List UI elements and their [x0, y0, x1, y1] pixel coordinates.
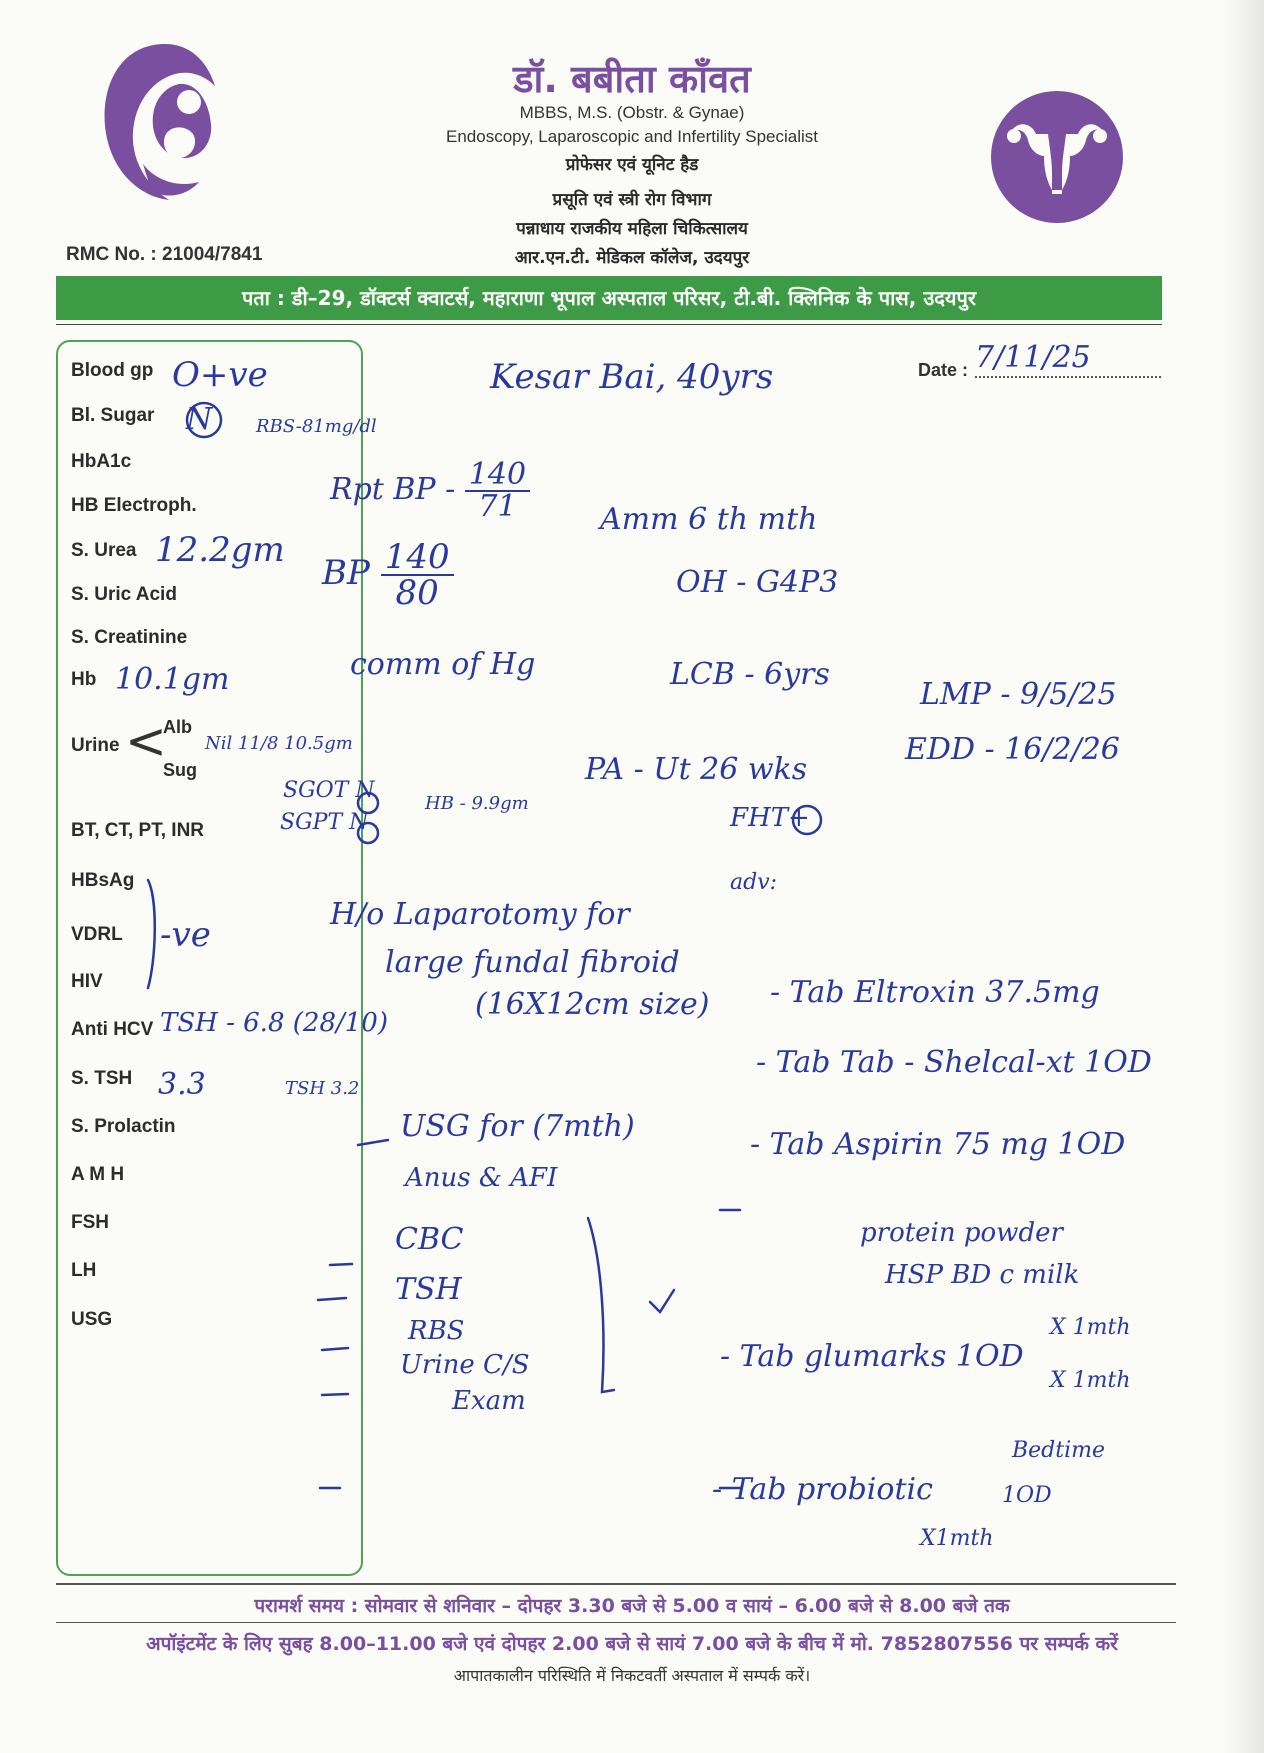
rx-eltroxin: - Tab Eltroxin 37.5mg [770, 975, 1100, 1010]
rmc-number: RMC No. : 21004/7841 [66, 244, 263, 265]
advice-tsh: TSH [395, 1272, 462, 1307]
rx-duration-1: X 1mth [1050, 1315, 1131, 1340]
test-urine-sugar: Sug [163, 760, 197, 780]
circle-mark [187, 403, 221, 437]
doctor-name: डॉ. बबीता काँवत [513, 57, 751, 101]
rx-probiotic-dose: 1OD [1002, 1483, 1052, 1508]
consultation-hours: परामर्श समय : सोमवार से शनिवार – दोपहर 3.30 बजे से 5.00 व सायं – 6.00 बजे से 8.00 बजे तक [254, 1595, 1010, 1617]
repeat-bp-label: Rpt BP - [330, 472, 456, 507]
tsh-value: 3.3 [158, 1067, 206, 1102]
test-vdrl: VDRL [71, 924, 123, 945]
bp-systolic: 140 [381, 540, 454, 576]
test-s-uric-acid: S. Uric Acid [71, 584, 177, 605]
advice-exam: Exam [452, 1386, 526, 1416]
lmp: LMP - 9/5/25 [920, 677, 1117, 712]
test-lh: LH [71, 1260, 97, 1281]
patient-name: Kesar Bai, 40yrs [490, 357, 774, 397]
anus-afi: Anus & AFI [405, 1163, 558, 1193]
test-fsh: FSH [71, 1212, 109, 1233]
dash-mark [322, 1348, 348, 1350]
history-laparotomy: H/o Laparotomy for [330, 897, 630, 932]
s-urea-value: 12.2gm [155, 530, 285, 570]
rx-duration-3: X1mth [920, 1526, 994, 1551]
complaint: comm of Hg [350, 647, 536, 682]
fetal-heart: FHT+ [730, 803, 810, 833]
edd: EDD - 16/2/26 [905, 732, 1120, 767]
tick-mark [650, 1290, 674, 1312]
advice-bracket-mark [588, 1218, 614, 1392]
test-amh: A M H [71, 1164, 125, 1185]
rx-duration-2: X 1mth [1050, 1368, 1131, 1393]
circle-mark [793, 806, 821, 834]
test-hba1c: HbA1c [71, 451, 132, 472]
test-usg: USG [71, 1309, 113, 1330]
date-value: 7/11/25 [975, 340, 1091, 375]
test-s-prolactin: S. Prolactin [71, 1116, 176, 1137]
sgot: SGOT N [283, 778, 375, 803]
test-anti-hcv: Anti HCV [71, 1019, 154, 1040]
footer-divider [56, 1622, 1176, 1623]
advice-cbc: CBC [395, 1222, 464, 1257]
urine-value: Nil 11/8 10.5gm [205, 733, 353, 754]
rx-protein-powder: protein powder [860, 1218, 1063, 1248]
college-name: आर.एन.टी. मेडिकल कॉलेज, उदयपुर [514, 248, 750, 268]
anti-hcv-value: TSH - 6.8 (28/10) [160, 1008, 388, 1038]
urine-brace: < [125, 712, 167, 770]
usg-advice: USG for (7mth) [400, 1109, 635, 1144]
appointment-info: अपॉइंटमेंट के लिए सुबह 8.00–11.00 बजे एवं दोपहर 2.00 बजे से सायं 7.00 बजे के बीच में मो. 7852807556 पर सम्पर्क करें [146, 1633, 1118, 1655]
hb-second: HB - 9.9gm [425, 793, 529, 814]
circle-mark [358, 823, 378, 843]
serology-brace-mark [148, 880, 155, 988]
repeat-bp-diastolic: 71 [478, 489, 517, 524]
dash-mark [358, 1140, 388, 1145]
dash-mark [318, 1298, 346, 1300]
blood-group-value: O+ve [172, 355, 268, 395]
rx-aspirin: - Tab Aspirin 75 mg 1OD [750, 1127, 1126, 1162]
test-bt-ct-pt-inr: BT, CT, PT, INR [71, 820, 205, 841]
advice-label: adv: [730, 870, 778, 895]
test-s-tsh: S. TSH [71, 1068, 133, 1089]
rx-probiotic: - Tab probiotic [712, 1472, 933, 1507]
speciality: Endoscopy, Laparoscopic and Infertility Specialist [446, 127, 818, 146]
dash-mark [322, 1394, 348, 1395]
test-blood-group: Blood gp [71, 360, 154, 381]
sgpt: SGPT N [280, 810, 369, 835]
last-child-birth: LCB - 6yrs [670, 657, 830, 692]
serology-result: -ve [160, 915, 211, 955]
test-s-creatinine: S. Creatinine [71, 627, 188, 648]
repeat-bp-systolic: 140 [465, 460, 530, 492]
advice-rbs: RBS [408, 1316, 465, 1346]
obstetric-history: OH - G4P3 [676, 565, 839, 600]
bp-label: BP [322, 553, 370, 593]
rx-protein-dose: HSP BD c milk [885, 1260, 1080, 1290]
fibroid-size: (16X12cm size) [475, 987, 710, 1022]
emergency-note: आपातकालीन परिस्थिति में निकटवर्ती अस्पताल में सम्पर्क करें। [453, 1666, 811, 1685]
rx-bedtime: Bedtime [1012, 1438, 1106, 1463]
rx-shelcal: - Tab Tab - Shelcal-xt 1OD [756, 1045, 1152, 1080]
tsh-second: TSH 3.2 [285, 1078, 360, 1099]
address-bar: पता : डी–29, डॉक्टर्स क्वाटर्स, महाराणा भूपाल अस्पताल परिसर, टी.बी. क्लिनिक के पास, उदयपुर [56, 276, 1162, 320]
footer-divider-top [56, 1583, 1176, 1585]
test-s-urea: S. Urea [71, 540, 137, 561]
qualification: MBBS, M.S. (Obstr. & Gynae) [519, 103, 745, 122]
fibroid: large fundal fibroid [385, 945, 680, 980]
department: प्रसूति एवं स्त्री रोग विभाग [552, 190, 712, 210]
date-label: Date : [918, 360, 969, 380]
test-hbsag: HBsAg [71, 870, 135, 891]
dash-mark [330, 1264, 352, 1265]
per-abdomen: PA - Ut 26 wks [585, 752, 808, 787]
test-urine: Urine [71, 735, 120, 756]
test-hb-electrophoresis: HB Electroph. [71, 495, 197, 516]
advice-urine: Urine C/S [400, 1350, 530, 1380]
blood-sugar-value: N [186, 402, 213, 437]
bp-diastolic: 80 [395, 573, 439, 613]
test-urine-albumin: Alb [163, 717, 192, 737]
rbs-value: RBS-81mg/dl [256, 416, 377, 437]
test-blood-sugar: Bl. Sugar [71, 405, 155, 426]
hospital-name: पन्नाधाय राजकीय महिला चिकित्सालय [516, 219, 748, 239]
hb-value: 10.1gm [115, 662, 230, 697]
designation: प्रोफेसर एवं यूनिट हैड [565, 155, 699, 175]
test-hiv: HIV [71, 971, 103, 992]
rx-glumarks: - Tab glumarks 1OD [720, 1339, 1024, 1374]
circle-mark [358, 793, 378, 813]
test-hb: Hb [71, 669, 97, 690]
amenorrhea: Amm 6 th mth [600, 502, 818, 537]
